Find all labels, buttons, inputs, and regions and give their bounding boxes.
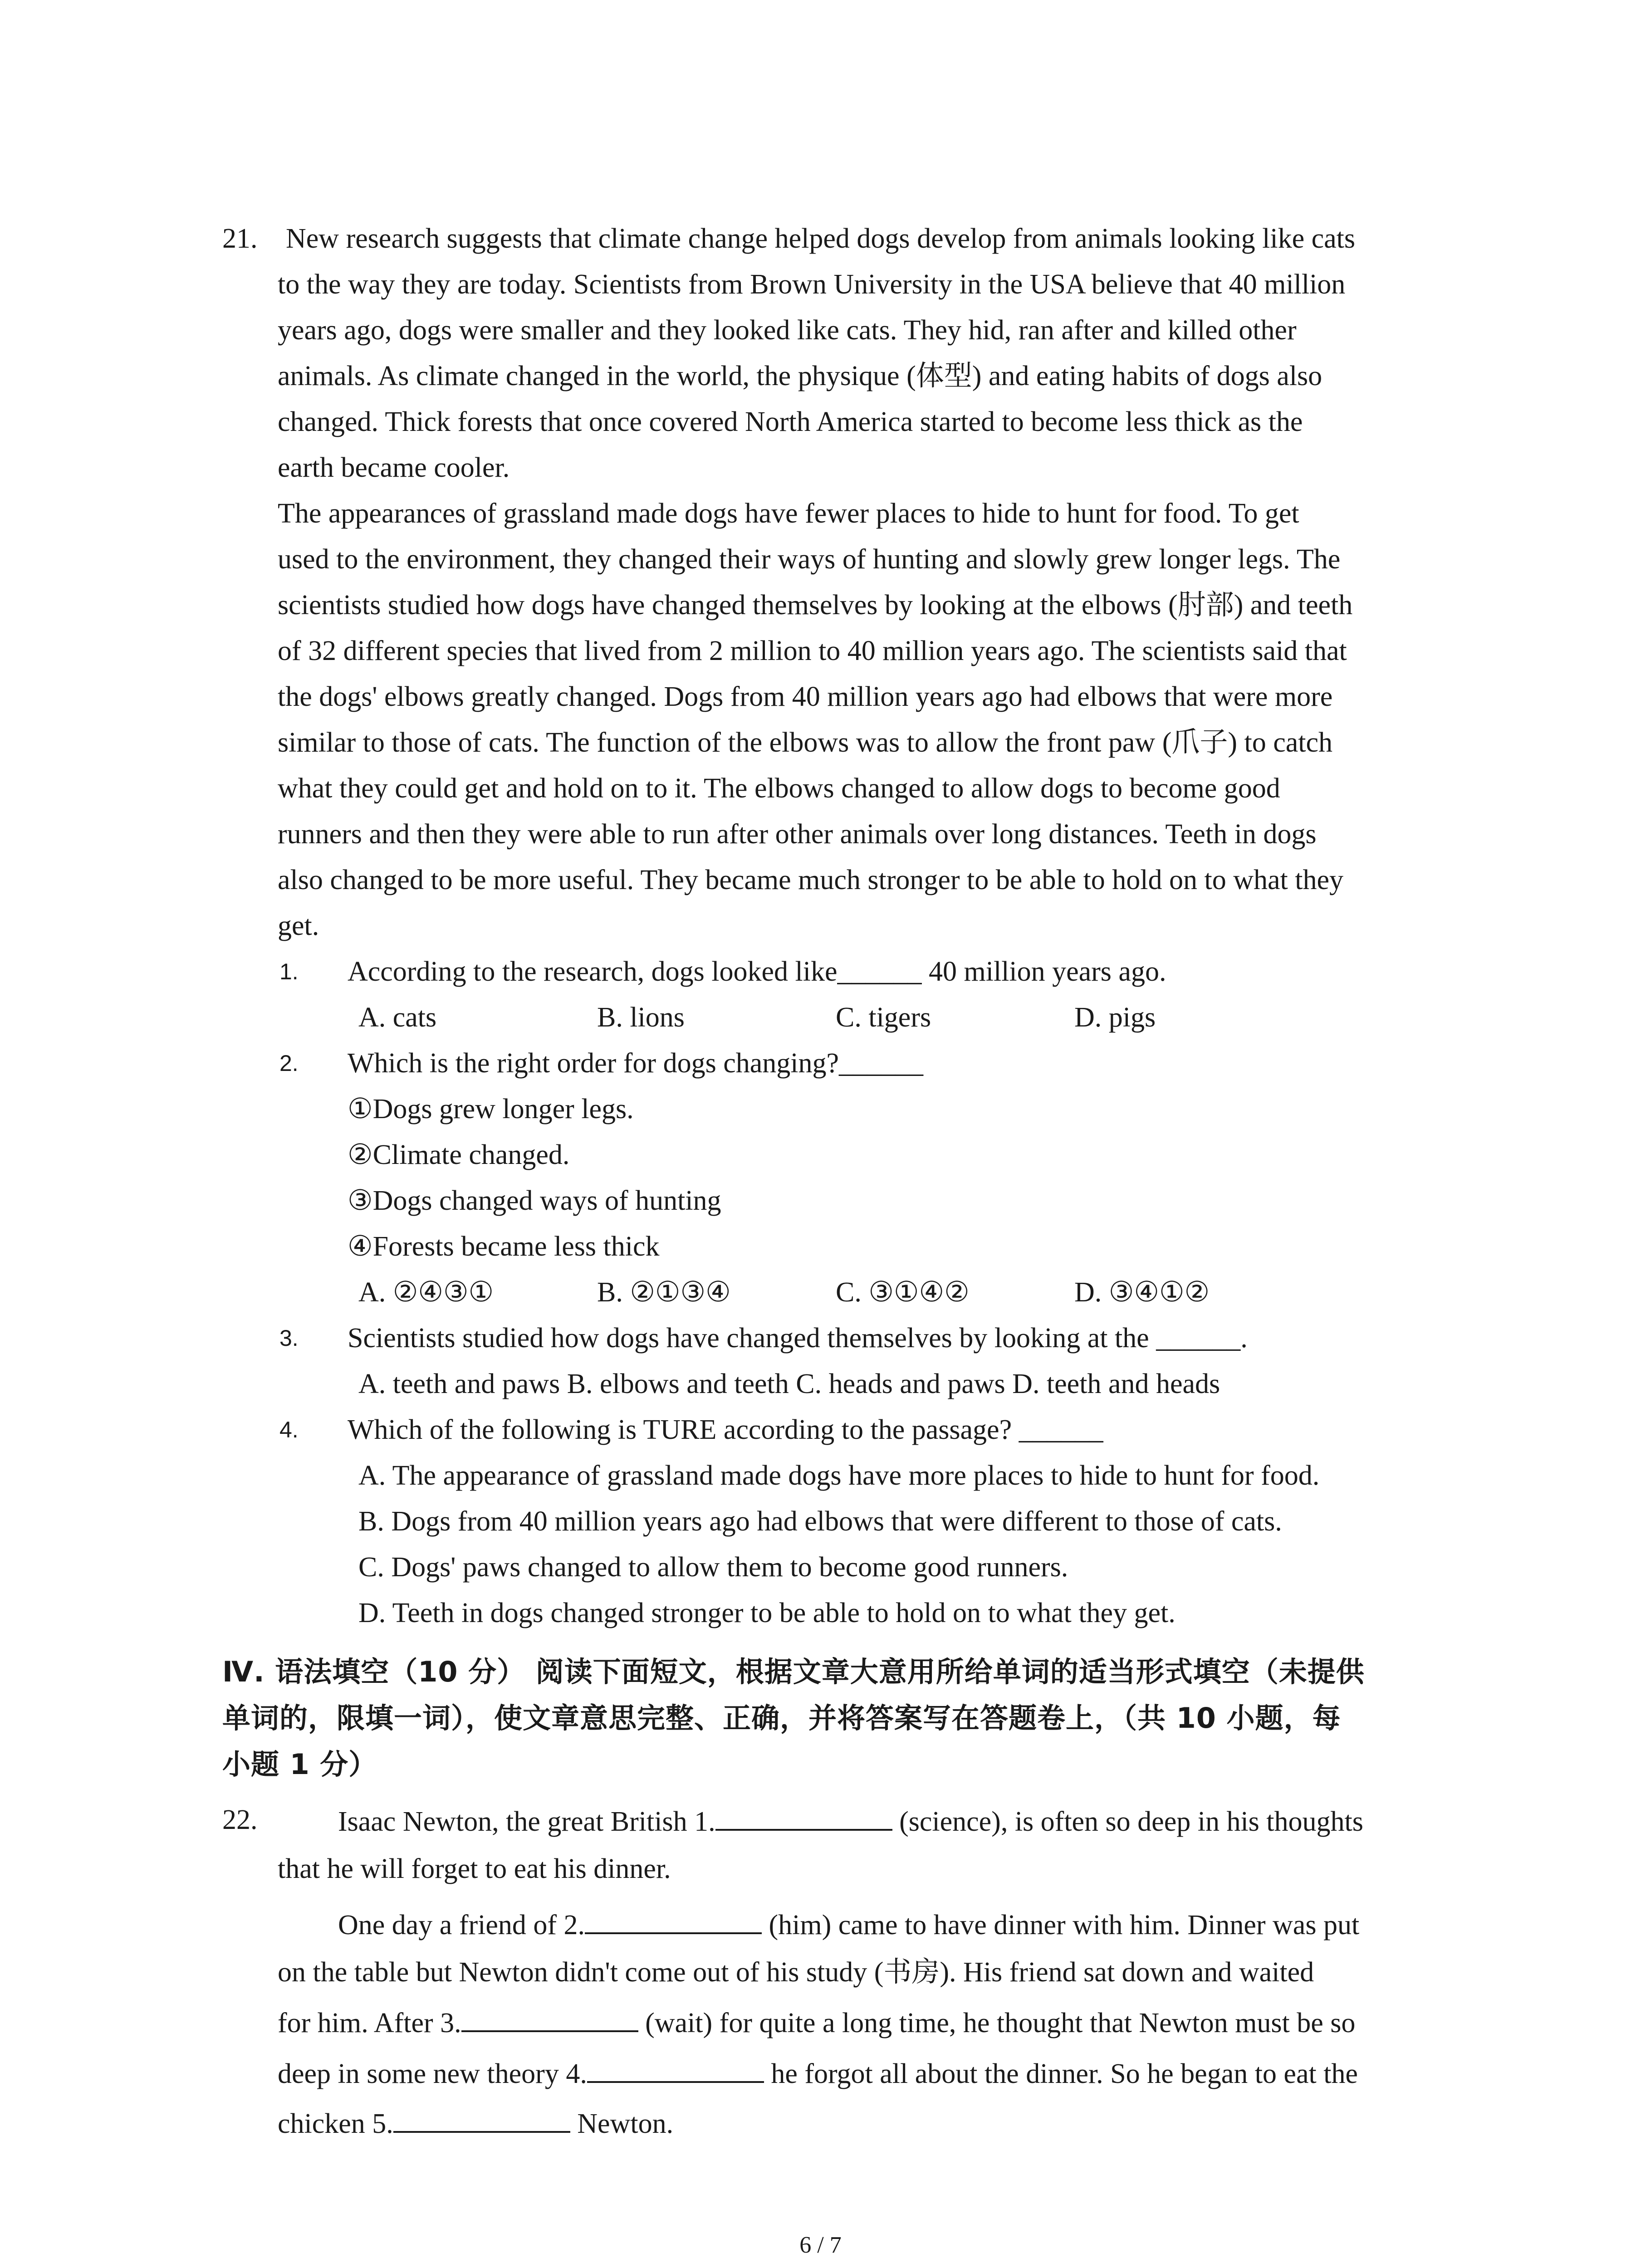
cloze-line: Isaac Newton, the great British 1. (science), is often so deep in his thoughts <box>338 1804 1363 1838</box>
answer-blank-3[interactable] <box>461 2005 638 2032</box>
order-item: ②Climate changed. <box>348 1139 570 1170</box>
answer-blank-5[interactable] <box>393 2106 570 2133</box>
passage-line: also changed to be more useful. They became much stronger to be able to hold on to what they <box>278 865 1344 895</box>
passage-line: of 32 different species that lived from 2 million to 40 million years ago. The scientists said that <box>278 635 1347 666</box>
option: A. cats <box>358 1002 437 1033</box>
answer-blank-4[interactable] <box>587 2056 764 2083</box>
passage-line: similar to those of cats. The function of the elbows was to allow the front paw (爪子) to catch <box>278 727 1332 758</box>
option: C. ③①④② <box>836 1277 970 1308</box>
subquestion-stem: Which is the right order for dogs changing?______ <box>348 1048 923 1079</box>
option: B. lions <box>597 1002 685 1033</box>
passage-line: changed. Thick forests that once covered North America started to become less thick as the <box>278 406 1303 437</box>
passage-line: the dogs' elbows greatly changed. Dogs from 40 million years ago had elbows that were more <box>278 681 1333 712</box>
option: C. tigers <box>836 1002 931 1033</box>
option: D. Teeth in dogs changed stronger to be able to hold on to what they get. <box>358 1598 1176 1628</box>
passage-line: New research suggests that climate change helped dogs develop from animals looking like cats <box>286 223 1355 254</box>
option: C. Dogs' paws changed to allow them to become good runners. <box>358 1552 1068 1583</box>
question-number: 21. <box>222 223 258 254</box>
passage-line: runners and then they were able to run after other animals over long distances. Teeth in dogs <box>278 819 1317 850</box>
option: A. The appearance of grassland made dogs have more places to hide to hunt for food. <box>358 1460 1320 1491</box>
subquestion-stem: According to the research, dogs looked like______ 40 million years ago. <box>348 956 1166 987</box>
cloze-line: that he will forget to eat his dinner. <box>278 1853 671 1884</box>
subquestion-number: 3. <box>279 1325 299 1351</box>
option: D. pigs <box>1074 1002 1156 1033</box>
cloze-line: for him. After 3. (wait) for quite a long time, he thought that Newton must be so <box>278 2005 1355 2039</box>
cloze-line: deep in some new theory 4. he forgot all about the dinner. So he began to eat the <box>278 2056 1358 2090</box>
option: D. ③④①② <box>1074 1277 1210 1308</box>
passage-line: earth became cooler. <box>278 452 510 483</box>
section-heading: 单词的，限填一词），使文章意思完整、正确，并将答案写在答题卷上，（共 10 小题，每 <box>222 1701 1341 1735</box>
passage-line: The appearances of grassland made dogs have fewer places to hide to hunt for food. To get <box>278 498 1299 529</box>
option: A. ②④③① <box>358 1277 494 1308</box>
cloze-line: One day a friend of 2. (him) came to have dinner with him. Dinner was put <box>338 1907 1359 1941</box>
order-item: ④Forests became less thick <box>348 1231 660 1262</box>
option: B. ②①③④ <box>597 1277 731 1308</box>
page-number: 6 / 7 <box>799 2232 842 2258</box>
subquestion-stem: Scientists studied how dogs have changed themselves by looking at the ______. <box>348 1323 1248 1354</box>
section-heading: 小题 1 分） <box>222 1748 377 1781</box>
option: B. Dogs from 40 million years ago had elbows that were different to those of cats. <box>358 1506 1282 1537</box>
subquestion-number: 4. <box>279 1417 299 1442</box>
subquestion-stem: Which of the following is TURE according to the passage? ______ <box>348 1414 1103 1445</box>
passage-line: what they could get and hold on to it. The elbows changed to allow dogs to become good <box>278 773 1280 804</box>
section-heading: Ⅳ. 语法填空（10 分） 阅读下面短文，根据文章大意用所给单词的适当形式填空（未提供 <box>222 1655 1365 1688</box>
passage-line: animals. As climate changed in the world, the physique (体型) and eating habits of dogs also <box>278 361 1323 391</box>
passage-line: scientists studied how dogs have changed themselves by looking at the elbows (肘部) and teeth <box>278 590 1353 621</box>
subquestion-number: 1. <box>279 959 299 984</box>
order-item: ③Dogs changed ways of hunting <box>348 1185 721 1216</box>
passage-line: years ago, dogs were smaller and they looked like cats. They hid, ran after and killed other <box>278 315 1297 346</box>
answer-blank-1[interactable] <box>715 1804 892 1831</box>
question-number: 22. <box>222 1804 258 1835</box>
passage-line: get. <box>278 910 319 941</box>
subquestion-number: 2. <box>279 1051 299 1076</box>
cloze-line: chicken 5. Newton. <box>278 2106 673 2140</box>
passage-line: used to the environment, they changed their ways of hunting and slowly grew longer legs. The <box>278 544 1341 575</box>
answer-blank-2[interactable] <box>585 1907 762 1934</box>
order-item: ①Dogs grew longer legs. <box>348 1094 634 1124</box>
cloze-line: on the table but Newton didn't come out of his study (书房). His friend sat down and waited <box>278 1957 1314 1988</box>
passage-line: to the way they are today. Scientists from Brown University in the USA believe that 40 million <box>278 269 1346 300</box>
option-line: A. teeth and paws B. elbows and teeth C. heads and paws D. teeth and heads <box>358 1369 1220 1399</box>
